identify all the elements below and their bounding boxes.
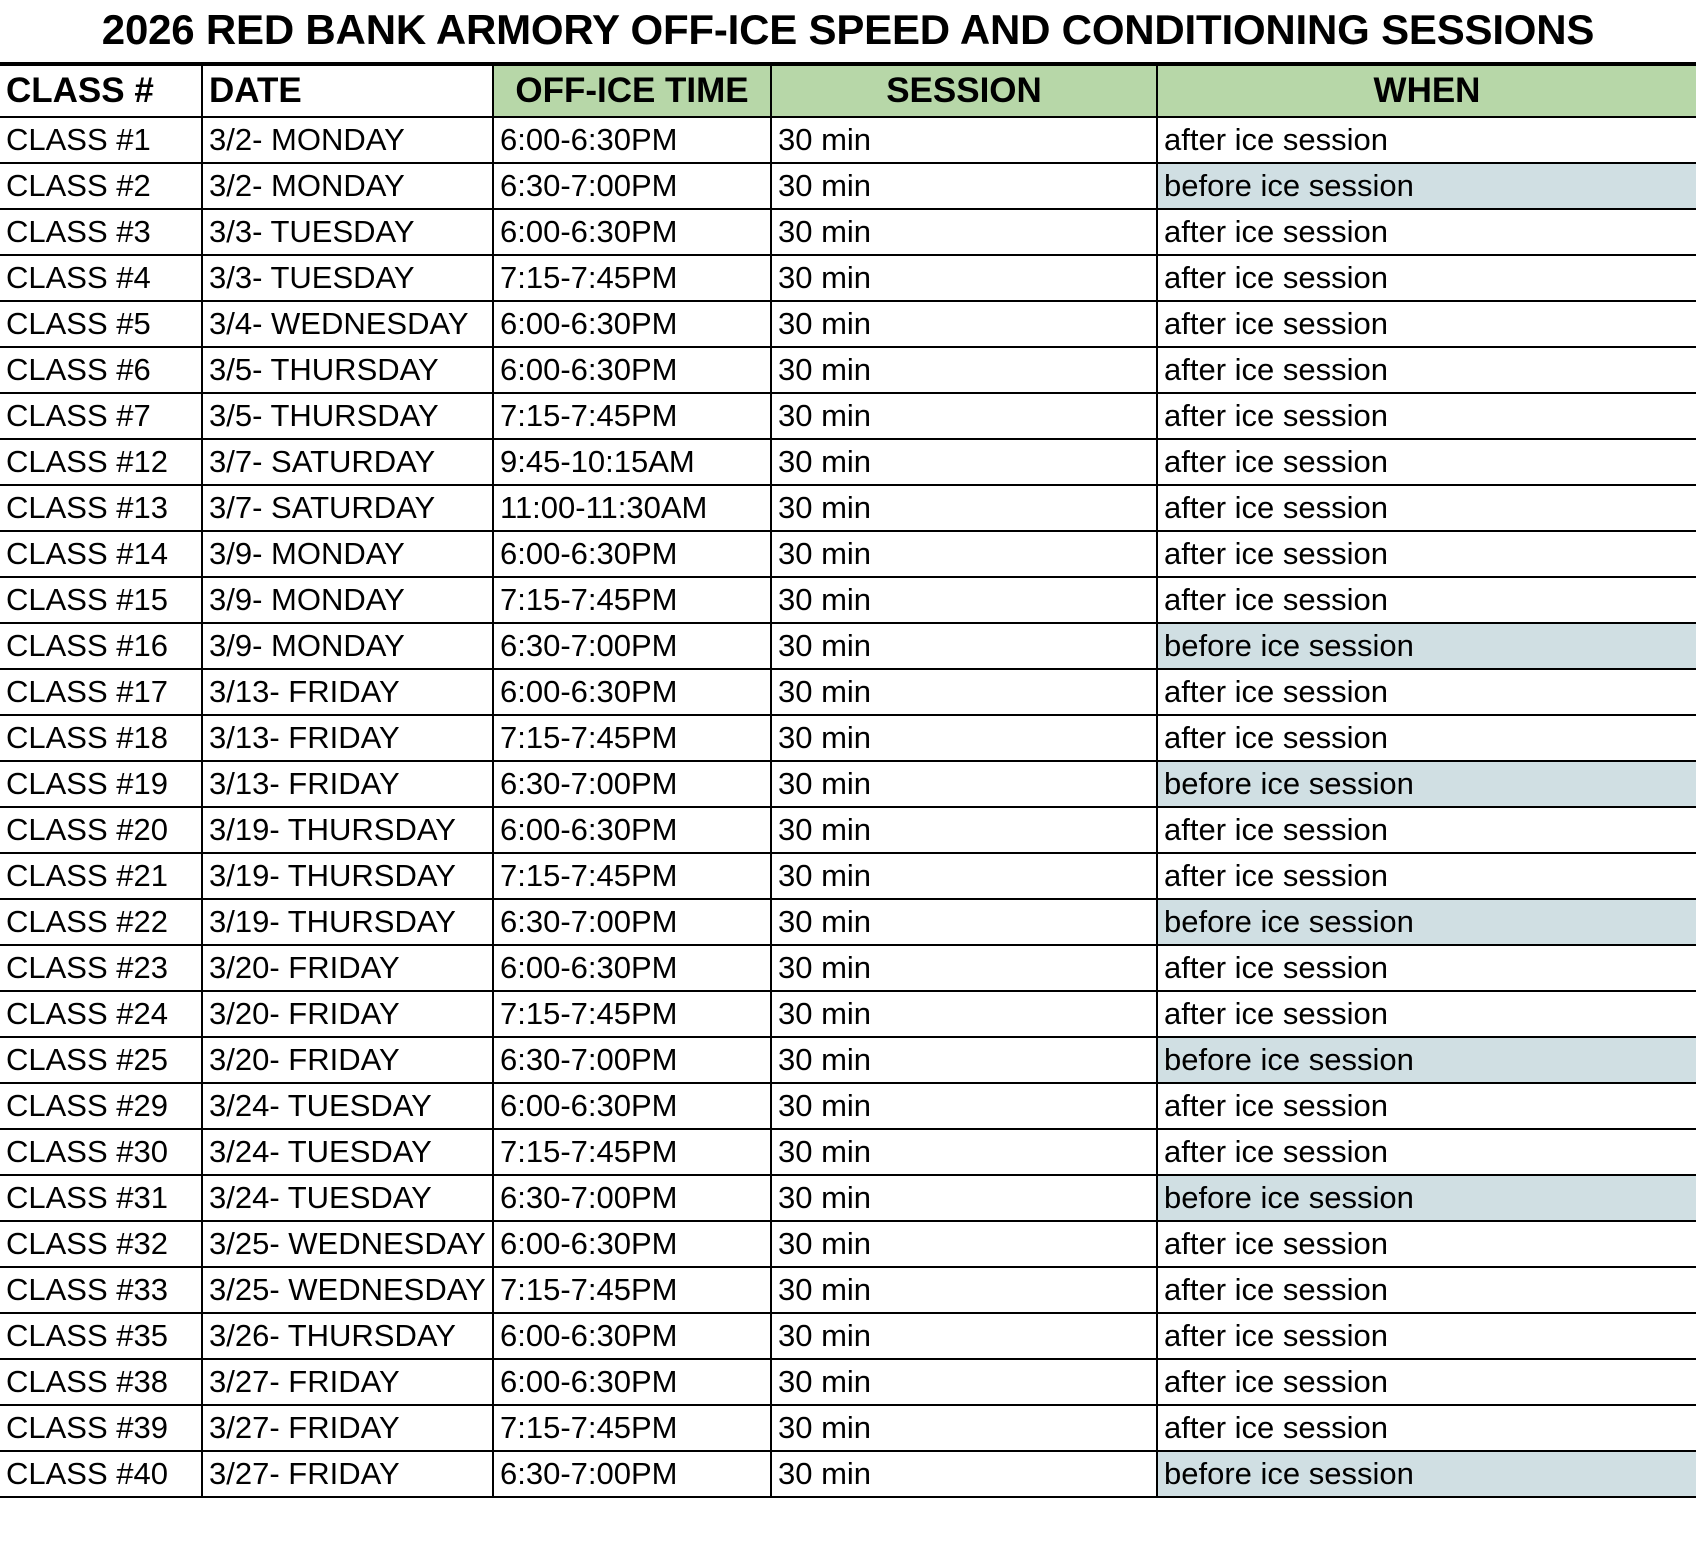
when-cell: after ice session (1157, 669, 1696, 715)
date-cell: 3/25- WEDNESDAY (202, 1221, 493, 1267)
date-cell: 3/13- FRIDAY (202, 761, 493, 807)
class-cell: CLASS #25 (0, 1037, 202, 1083)
session-cell: 30 min (771, 623, 1157, 669)
date-cell: 3/27- FRIDAY (202, 1359, 493, 1405)
column-header-when: WHEN (1157, 66, 1696, 117)
time-cell: 6:00-6:30PM (493, 209, 771, 255)
table-row (0, 669, 1696, 715)
time-cell: 6:00-6:30PM (493, 807, 771, 853)
class-cell: CLASS #19 (0, 761, 202, 807)
session-cell: 30 min (771, 301, 1157, 347)
session-cell: 30 min (771, 485, 1157, 531)
table-row (0, 761, 1696, 807)
time-cell: 11:00-11:30AM (493, 485, 771, 531)
date-cell: 3/9- MONDAY (202, 531, 493, 577)
when-cell: before ice session (1157, 163, 1696, 209)
session-cell: 30 min (771, 347, 1157, 393)
when-cell: after ice session (1157, 1405, 1696, 1451)
session-cell: 30 min (771, 1313, 1157, 1359)
time-cell: 6:00-6:30PM (493, 117, 771, 163)
date-cell: 3/5- THURSDAY (202, 393, 493, 439)
session-cell: 30 min (771, 807, 1157, 853)
when-cell: after ice session (1157, 117, 1696, 163)
session-cell: 30 min (771, 1451, 1157, 1497)
column-header-date: DATE (202, 66, 493, 117)
session-cell: 30 min (771, 991, 1157, 1037)
class-cell: CLASS #35 (0, 1313, 202, 1359)
class-cell: CLASS #23 (0, 945, 202, 991)
table-row (0, 623, 1696, 669)
time-cell: 6:00-6:30PM (493, 1221, 771, 1267)
table-row (0, 991, 1696, 1037)
time-cell: 7:15-7:45PM (493, 255, 771, 301)
date-cell: 3/19- THURSDAY (202, 853, 493, 899)
time-cell: 7:15-7:45PM (493, 853, 771, 899)
date-cell: 3/27- FRIDAY (202, 1405, 493, 1451)
when-cell: after ice session (1157, 853, 1696, 899)
table-row (0, 899, 1696, 945)
time-cell: 6:00-6:30PM (493, 1083, 771, 1129)
date-cell: 3/24- TUESDAY (202, 1175, 493, 1221)
time-cell: 7:15-7:45PM (493, 715, 771, 761)
date-cell: 3/24- TUESDAY (202, 1083, 493, 1129)
table-row (0, 439, 1696, 485)
when-cell: after ice session (1157, 1221, 1696, 1267)
date-cell: 3/25- WEDNESDAY (202, 1267, 493, 1313)
table-row (0, 577, 1696, 623)
class-cell: CLASS #17 (0, 669, 202, 715)
class-cell: CLASS #13 (0, 485, 202, 531)
when-cell: before ice session (1157, 623, 1696, 669)
table-row (0, 1221, 1696, 1267)
time-cell: 7:15-7:45PM (493, 991, 771, 1037)
when-cell: before ice session (1157, 1451, 1696, 1497)
column-header-off-ice-time: OFF-ICE TIME (493, 66, 771, 117)
time-cell: 7:15-7:45PM (493, 577, 771, 623)
date-cell: 3/27- FRIDAY (202, 1451, 493, 1497)
when-cell: after ice session (1157, 301, 1696, 347)
class-cell: CLASS #4 (0, 255, 202, 301)
session-cell: 30 min (771, 393, 1157, 439)
time-cell: 6:00-6:30PM (493, 1313, 771, 1359)
date-cell: 3/2- MONDAY (202, 163, 493, 209)
class-cell: CLASS #5 (0, 301, 202, 347)
table-row (0, 531, 1696, 577)
time-cell: 7:15-7:45PM (493, 1405, 771, 1451)
session-cell: 30 min (771, 163, 1157, 209)
when-cell: before ice session (1157, 761, 1696, 807)
table-row (0, 163, 1696, 209)
class-cell: CLASS #31 (0, 1175, 202, 1221)
date-cell: 3/9- MONDAY (202, 623, 493, 669)
session-cell: 30 min (771, 945, 1157, 991)
when-cell: after ice session (1157, 439, 1696, 485)
time-cell: 6:30-7:00PM (493, 1037, 771, 1083)
column-header-session: SESSION (771, 66, 1157, 117)
date-cell: 3/7- SATURDAY (202, 485, 493, 531)
table-row (0, 209, 1696, 255)
class-cell: CLASS #7 (0, 393, 202, 439)
class-cell: CLASS #33 (0, 1267, 202, 1313)
when-cell: after ice session (1157, 807, 1696, 853)
date-cell: 3/20- FRIDAY (202, 1037, 493, 1083)
class-cell: CLASS #30 (0, 1129, 202, 1175)
session-cell: 30 min (771, 669, 1157, 715)
date-cell: 3/7- SATURDAY (202, 439, 493, 485)
when-cell: after ice session (1157, 393, 1696, 439)
date-cell: 3/9- MONDAY (202, 577, 493, 623)
when-cell: after ice session (1157, 209, 1696, 255)
table-row (0, 945, 1696, 991)
table-row (0, 1129, 1696, 1175)
date-cell: 3/13- FRIDAY (202, 715, 493, 761)
table-row (0, 715, 1696, 761)
table-row (0, 347, 1696, 393)
table-row (0, 1451, 1696, 1497)
date-cell: 3/4- WEDNESDAY (202, 301, 493, 347)
session-cell: 30 min (771, 1175, 1157, 1221)
date-cell: 3/19- THURSDAY (202, 899, 493, 945)
class-cell: CLASS #21 (0, 853, 202, 899)
time-cell: 6:00-6:30PM (493, 945, 771, 991)
date-cell: 3/24- TUESDAY (202, 1129, 493, 1175)
when-cell: after ice session (1157, 715, 1696, 761)
class-cell: CLASS #32 (0, 1221, 202, 1267)
class-cell: CLASS #39 (0, 1405, 202, 1451)
class-cell: CLASS #3 (0, 209, 202, 255)
table-row (0, 807, 1696, 853)
date-cell: 3/20- FRIDAY (202, 991, 493, 1037)
class-cell: CLASS #24 (0, 991, 202, 1037)
when-cell: before ice session (1157, 1037, 1696, 1083)
header-row (0, 66, 1696, 117)
date-cell: 3/20- FRIDAY (202, 945, 493, 991)
session-cell: 30 min (771, 761, 1157, 807)
when-cell: after ice session (1157, 945, 1696, 991)
class-cell: CLASS #29 (0, 1083, 202, 1129)
table-row (0, 301, 1696, 347)
class-cell: CLASS #14 (0, 531, 202, 577)
when-cell: before ice session (1157, 899, 1696, 945)
time-cell: 6:00-6:30PM (493, 347, 771, 393)
date-cell: 3/3- TUESDAY (202, 209, 493, 255)
session-cell: 30 min (771, 255, 1157, 301)
table-row (0, 1083, 1696, 1129)
when-cell: after ice session (1157, 1267, 1696, 1313)
when-cell: after ice session (1157, 531, 1696, 577)
date-cell: 3/13- FRIDAY (202, 669, 493, 715)
date-cell: 3/2- MONDAY (202, 117, 493, 163)
date-cell: 3/26- THURSDAY (202, 1313, 493, 1359)
time-cell: 6:30-7:00PM (493, 623, 771, 669)
session-cell: 30 min (771, 1359, 1157, 1405)
page-title: 2026 RED BANK ARMORY OFF-ICE SPEED AND CONDITIONING SESSIONS (101, 6, 1595, 53)
table-row (0, 393, 1696, 439)
table-row (0, 1037, 1696, 1083)
class-cell: CLASS #16 (0, 623, 202, 669)
schedule-table (0, 66, 1696, 1498)
table-row (0, 1405, 1696, 1451)
time-cell: 6:00-6:30PM (493, 1359, 771, 1405)
session-cell: 30 min (771, 1129, 1157, 1175)
when-cell: after ice session (1157, 255, 1696, 301)
when-cell: after ice session (1157, 1359, 1696, 1405)
column-header-class: CLASS # (0, 66, 202, 117)
table-row (0, 485, 1696, 531)
time-cell: 6:30-7:00PM (493, 163, 771, 209)
table-row (0, 1175, 1696, 1221)
session-cell: 30 min (771, 1037, 1157, 1083)
time-cell: 6:00-6:30PM (493, 531, 771, 577)
class-cell: CLASS #15 (0, 577, 202, 623)
class-cell: CLASS #38 (0, 1359, 202, 1405)
class-cell: CLASS #40 (0, 1451, 202, 1497)
session-cell: 30 min (771, 1405, 1157, 1451)
class-cell: CLASS #2 (0, 163, 202, 209)
time-cell: 6:00-6:30PM (493, 669, 771, 715)
session-cell: 30 min (771, 899, 1157, 945)
date-cell: 3/3- TUESDAY (202, 255, 493, 301)
class-cell: CLASS #20 (0, 807, 202, 853)
time-cell: 7:15-7:45PM (493, 393, 771, 439)
class-cell: CLASS #12 (0, 439, 202, 485)
time-cell: 6:30-7:00PM (493, 761, 771, 807)
session-cell: 30 min (771, 1267, 1157, 1313)
session-cell: 30 min (771, 853, 1157, 899)
session-cell: 30 min (771, 1083, 1157, 1129)
class-cell: CLASS #22 (0, 899, 202, 945)
session-cell: 30 min (771, 209, 1157, 255)
when-cell: after ice session (1157, 991, 1696, 1037)
session-cell: 30 min (771, 531, 1157, 577)
table-row (0, 255, 1696, 301)
session-cell: 30 min (771, 1221, 1157, 1267)
date-cell: 3/5- THURSDAY (202, 347, 493, 393)
time-cell: 6:30-7:00PM (493, 899, 771, 945)
time-cell: 7:15-7:45PM (493, 1129, 771, 1175)
class-cell: CLASS #6 (0, 347, 202, 393)
when-cell: after ice session (1157, 1129, 1696, 1175)
time-cell: 6:30-7:00PM (493, 1451, 771, 1497)
date-cell: 3/19- THURSDAY (202, 807, 493, 853)
time-cell: 6:30-7:00PM (493, 1175, 771, 1221)
table-body (0, 117, 1696, 1497)
session-cell: 30 min (771, 439, 1157, 485)
session-cell: 30 min (771, 117, 1157, 163)
when-cell: after ice session (1157, 485, 1696, 531)
session-cell: 30 min (771, 577, 1157, 623)
time-cell: 9:45-10:15AM (493, 439, 771, 485)
table-row (0, 1313, 1696, 1359)
class-cell: CLASS #18 (0, 715, 202, 761)
time-cell: 6:00-6:30PM (493, 301, 771, 347)
table-row (0, 117, 1696, 163)
class-cell: CLASS #1 (0, 117, 202, 163)
table-row (0, 1359, 1696, 1405)
table-row (0, 1267, 1696, 1313)
session-cell: 30 min (771, 715, 1157, 761)
time-cell: 7:15-7:45PM (493, 1267, 771, 1313)
when-cell: after ice session (1157, 577, 1696, 623)
when-cell: before ice session (1157, 1175, 1696, 1221)
when-cell: after ice session (1157, 1083, 1696, 1129)
table-row (0, 853, 1696, 899)
when-cell: after ice session (1157, 347, 1696, 393)
when-cell: after ice session (1157, 1313, 1696, 1359)
